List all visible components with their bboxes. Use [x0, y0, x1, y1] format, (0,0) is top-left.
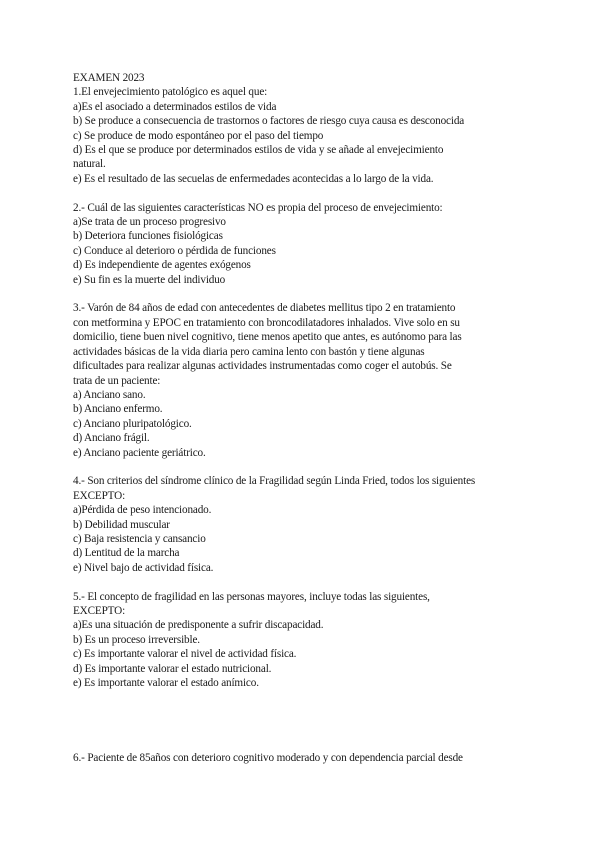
- question-2-option-e: e) Su fin es la muerte del individuo: [73, 273, 226, 286]
- question-4-stem-line-1: 4.- Son criterios del síndrome clínico de la Fragilidad según Linda Fried, todos los siguientes: [73, 475, 476, 488]
- question-3-option-c: c) Anciano pluripatológico.: [73, 417, 192, 430]
- question-4-option-a: a)Pérdida de peso intencionado.: [73, 504, 212, 517]
- question-3-stem-line-3: domicilio, tiene buen nivel cognitivo, tiene menos apetito que antes, es autónomo para las: [73, 331, 462, 344]
- question-3-option-d: d) Anciano frágil.: [73, 432, 150, 445]
- spacer: [73, 186, 533, 200]
- question-3-stem-line-1: 3.- Varón de 84 años de edad con antecedentes de diabetes mellitus tipo 2 en tratamiento: [73, 302, 456, 315]
- question-1: [73, 85, 533, 186]
- question-3-option-b: b) Anciano enfermo.: [73, 403, 163, 416]
- question-1-option-b: b) Se produce a consecuencia de trastornos o factores de riesgo cuya causa es desconocida: [73, 115, 465, 128]
- question-1-option-a: a)Es el asociado a determinados estilos de vida: [73, 100, 277, 113]
- question-4-option-b: b) Debilidad muscular: [73, 518, 170, 531]
- question-5-option-a: a)Es una situación de predisponente a sufrir discapacidad.: [73, 619, 324, 632]
- question-2: [73, 201, 533, 287]
- question-5: [73, 590, 533, 691]
- question-1-stem: 1.El envejecimiento patológico es aquel que:: [73, 86, 268, 99]
- question-4: [73, 474, 533, 575]
- spacer: [73, 460, 533, 474]
- question-3-stem-line-2: con metformina y EPOC en tratamiento con broncodilatadores inhalados. Vive solo en su: [73, 316, 460, 329]
- question-3-option-e: e) Anciano paciente geriátrico.: [73, 446, 206, 459]
- question-3-stem-line-5: dificultades para realizar algunas actividades instrumentadas como coger el autobús. Se: [73, 360, 452, 373]
- question-1-option-c: c) Se produce de modo espontáneo por el paso del tiempo: [73, 129, 324, 142]
- spacer: [73, 575, 533, 589]
- spacer: [73, 287, 533, 301]
- question-4-stem-line-2: EXCEPTO:: [73, 489, 126, 502]
- question-1-option-e: e) Es el resultado de las secuelas de enfermedades acontecidas a lo largo de la vida.: [73, 172, 434, 185]
- question-4-option-c: c) Baja resistencia y cansancio: [73, 532, 206, 545]
- question-5-option-e: e) Es importante valorar el estado anímico.: [73, 677, 259, 689]
- exam-title: EXAMEN 2023: [73, 72, 145, 84]
- question-2-option-c: c) Conduce al deterioro o pérdida de funciones: [73, 244, 276, 257]
- question-6-stem: 6.- Paciente de 85años con deterioro cognitivo moderado y con dependencia parcial desde: [73, 752, 463, 764]
- question-3-stem-line-6: trata de un paciente:: [73, 374, 161, 387]
- question-1-option-d: d) Es el que se produce por determinados estilos de vida y se añade al envejecimiento: [73, 144, 444, 157]
- question-3-stem-line-4: actividades básicas de la vida diaria pero camina lento con bastón y tiene algunas: [73, 345, 425, 358]
- question-4-option-d: d) Lentitud de la marcha: [73, 547, 180, 560]
- question-2-stem: 2.- Cuál de las siguientes características NO es propia del proceso de envejecimiento:: [73, 201, 443, 214]
- question-5-stem-line-2: EXCEPTO:: [73, 604, 126, 617]
- exam-content: [73, 71, 533, 690]
- question-2-option-d: d) Es independiente de agentes exógenos: [73, 259, 251, 272]
- question-2-option-b: b) Deteriora funciones fisiológicas: [73, 230, 223, 243]
- question-5-option-d: d) Es importante valorar el estado nutricional.: [73, 662, 272, 675]
- question-5-option-c: c) Es importante valorar el nivel de actividad física.: [73, 648, 297, 661]
- question-4-option-e: e) Nivel bajo de actividad física.: [73, 561, 214, 574]
- question-5-stem-line-1: 5.- El concepto de fragilidad en las personas mayores, incluye todas las siguientes,: [73, 590, 430, 603]
- question-5-option-b: b) Es un proceso irreversible.: [73, 633, 200, 646]
- question-3-option-a: a) Anciano sano.: [73, 388, 146, 401]
- question-1-option-d-cont: natural.: [73, 158, 106, 171]
- question-3: [73, 301, 533, 459]
- question-2-option-a: a)Se trata de un proceso progresivo: [73, 216, 226, 229]
